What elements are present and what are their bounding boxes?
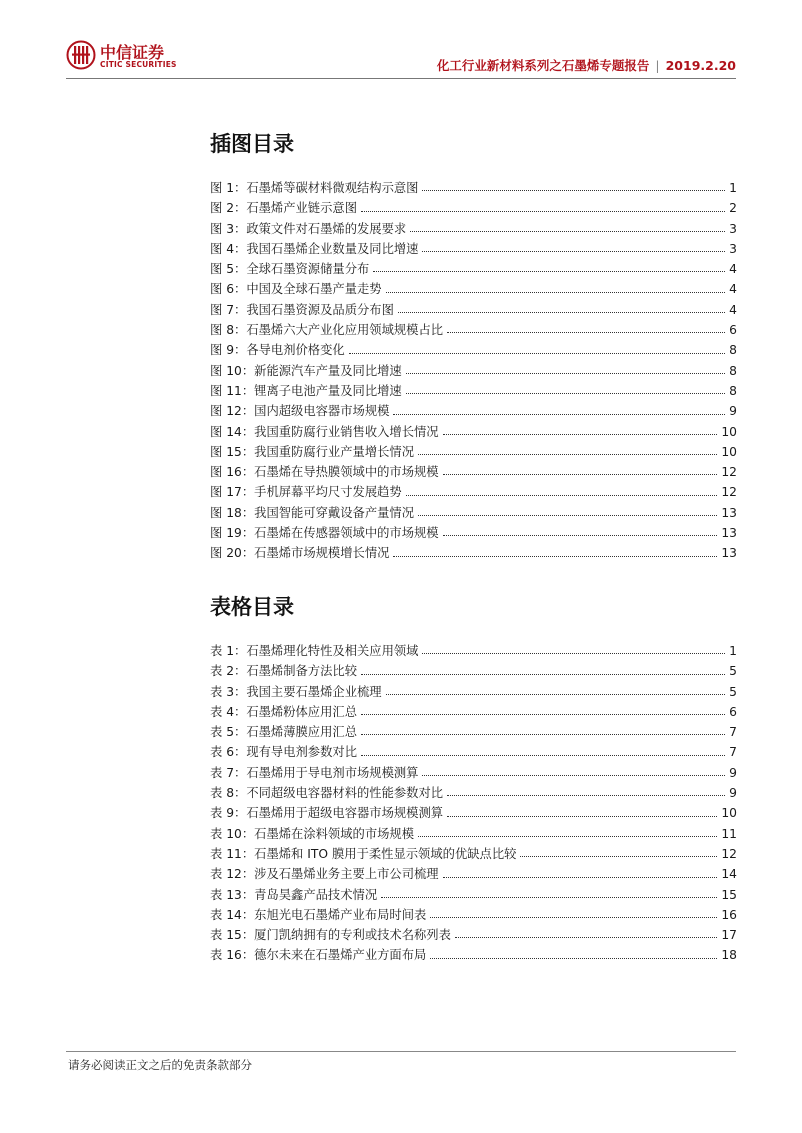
toc-entry[interactable]: [210, 219, 737, 239]
citic-logo-icon: [66, 40, 96, 70]
toc-entry-page: 2: [729, 201, 737, 216]
title-separator: |: [655, 58, 660, 73]
toc-entry-label: 图 1：石墨烯等碳材料微观结构示意图: [210, 181, 419, 195]
toc-entry-label: 表 11：石墨烯和 ITO 膜用于柔性显示领域的优缺点比较: [210, 846, 517, 861]
toc-entry[interactable]: [210, 722, 737, 742]
toc-dot-leader: [418, 454, 717, 455]
toc-dot-leader: [361, 734, 725, 735]
toc-entry-page: 1: [729, 181, 737, 195]
toc-entry-page: 7: [729, 725, 737, 740]
toc-entry-page: 14: [721, 867, 737, 882]
toc-entry[interactable]: [210, 259, 737, 279]
toc-entry[interactable]: [210, 361, 737, 381]
toc-dot-leader: [386, 292, 726, 293]
toc-dot-leader: [422, 190, 725, 191]
toc-entry[interactable]: [210, 803, 737, 823]
toc-entry-label: 图 14：我国重防腐行业销售收入增长情况: [210, 424, 439, 439]
toc-entry[interactable]: [210, 320, 737, 340]
toc-entry[interactable]: [210, 864, 737, 884]
toc-dot-leader: [422, 775, 725, 776]
toc-entry[interactable]: [210, 702, 737, 722]
toc-dot-leader: [386, 694, 726, 695]
toc-entry-page: 16: [721, 907, 737, 922]
toc-entry[interactable]: [210, 523, 737, 543]
toc-entry[interactable]: [210, 239, 737, 259]
toc-entry[interactable]: [210, 763, 737, 783]
page-header: [66, 38, 736, 80]
toc-dot-leader: [373, 271, 725, 272]
toc-entry-label: 表 16：德尔未来在石墨烯产业方面布局: [210, 948, 427, 963]
toc-entry[interactable]: [210, 300, 737, 320]
toc-entry-label: 图 18：我国智能可穿戴设备产量情况: [210, 505, 415, 520]
toc-entry-page: 7: [729, 745, 737, 760]
figures-toc-title: 插图目录: [210, 132, 294, 156]
toc-dot-leader: [447, 332, 725, 333]
toc-dot-leader: [443, 877, 718, 878]
toc-dot-leader: [520, 856, 717, 857]
toc-dot-leader: [406, 495, 718, 496]
toc-entry[interactable]: [210, 661, 737, 681]
toc-entry-page: 15: [721, 887, 737, 902]
toc-entry-page: 8: [729, 343, 737, 358]
toc-entry-page: 4: [729, 262, 737, 277]
toc-dot-leader: [430, 917, 717, 918]
toc-entry-page: 13: [721, 505, 737, 520]
toc-entry[interactable]: [210, 279, 737, 299]
toc-entry-label: 图 5：全球石墨资源储量分布: [210, 262, 370, 277]
toc-entry-label: 表 12：涉及石墨烯业务主要上市公司梳理: [210, 867, 439, 882]
tables-toc-title: 表格目录: [210, 595, 294, 619]
toc-entry-page: 9: [729, 765, 737, 780]
toc-entry-page: 12: [721, 485, 737, 500]
toc-dot-leader: [406, 373, 725, 374]
toc-entry-page: 5: [729, 684, 737, 699]
toc-entry-label: 图 11：锂离子电池产量及同比增速: [210, 383, 402, 398]
toc-dot-leader: [361, 714, 725, 715]
toc-entry-label: 图 2：石墨烯产业链示意图: [210, 201, 357, 216]
toc-entry-page: 13: [721, 546, 737, 561]
toc-dot-leader: [393, 556, 717, 557]
toc-dot-leader: [443, 535, 718, 536]
toc-entry[interactable]: [210, 543, 737, 563]
toc-entry-label: 图 15：我国重防腐行业产量增长情况: [210, 444, 415, 459]
toc-entry-label: 图 4：我国石墨烯企业数量及同比增速: [210, 241, 419, 256]
toc-entry-page: 6: [729, 323, 737, 338]
tables-toc-list: [210, 641, 737, 966]
toc-dot-leader: [418, 515, 717, 516]
toc-entry-page: 9: [729, 404, 737, 419]
toc-dot-leader: [422, 653, 725, 654]
toc-entry-label: 图 19：石墨烯在传感器领域中的市场规模: [210, 526, 439, 541]
toc-entry-label: 表 7：石墨烯用于导电剂市场规模测算: [210, 765, 419, 780]
toc-entry-page: 13: [721, 526, 737, 541]
footer-disclaimer: 请务必阅读正文之后的免责条款部分: [68, 1058, 252, 1072]
toc-entry-page: 8: [729, 363, 737, 378]
toc-entry[interactable]: [210, 198, 737, 218]
toc-dot-leader: [361, 211, 725, 212]
citic-logo: [66, 38, 196, 78]
toc-dot-leader: [443, 474, 718, 475]
toc-dot-leader: [455, 937, 717, 938]
toc-dot-leader: [349, 353, 725, 354]
toc-entry-page: 10: [721, 424, 737, 439]
report-title: 化工行业新材料系列之石墨烯专题报告: [436, 58, 650, 73]
toc-entry[interactable]: [210, 641, 737, 661]
toc-entry[interactable]: [210, 844, 737, 864]
toc-entry-label: 图 16：石墨烯在导热膜领域中的市场规模: [210, 465, 439, 480]
toc-entry[interactable]: [210, 503, 737, 523]
toc-entry[interactable]: [210, 462, 737, 482]
toc-entry-label: 图 10：新能源汽车产量及同比增速: [210, 363, 402, 378]
report-date: 2019.2.20: [665, 58, 736, 73]
toc-dot-leader: [447, 795, 725, 796]
toc-entry-label: 表 8：不同超级电容器材料的性能参数对比: [210, 786, 444, 801]
toc-entry-label: 表 5：石墨烯薄膜应用汇总: [210, 725, 357, 740]
toc-entry-label: 图 8：石墨烯六大产业化应用领域规模占比: [210, 323, 444, 338]
toc-entry[interactable]: [210, 178, 737, 198]
toc-entry-label: 图 20：石墨烯市场规模增长情况: [210, 546, 390, 561]
toc-entry[interactable]: [210, 442, 737, 462]
toc-entry[interactable]: [210, 925, 737, 945]
toc-entry-label: 表 9：石墨烯用于超级电容器市场规模测算: [210, 806, 444, 821]
toc-entry-page: 12: [721, 465, 737, 480]
toc-dot-leader: [381, 897, 717, 898]
toc-entry-label: 表 10：石墨烯在涂料领域的市场规模: [210, 826, 415, 841]
toc-dot-leader: [398, 312, 725, 313]
toc-entry-label: 表 4：石墨烯粉体应用汇总: [210, 704, 357, 719]
toc-entry-label: 图 6：中国及全球石墨产量走势: [210, 282, 382, 297]
toc-dot-leader: [418, 836, 717, 837]
toc-entry-page: 5: [729, 664, 737, 679]
toc-entry-label: 表 15：厦门凯纳拥有的专利或技术名称列表: [210, 928, 451, 943]
toc-entry-page: 8: [729, 383, 737, 398]
toc-entry-page: 9: [729, 786, 737, 801]
toc-entry[interactable]: [210, 783, 737, 803]
toc-dot-leader: [410, 231, 725, 232]
toc-entry-label: 表 14：东旭光电石墨烯产业布局时间表: [210, 907, 427, 922]
footer-divider: [66, 1051, 736, 1052]
toc-entry-page: 4: [729, 302, 737, 317]
toc-entry-page: 17: [721, 928, 737, 943]
toc-entry[interactable]: [210, 945, 737, 965]
toc-entry-page: 1: [729, 644, 737, 658]
logo-english-name: CITIC SECURITIES: [100, 60, 177, 69]
toc-dot-leader: [406, 393, 725, 394]
figures-toc-list: [210, 178, 737, 564]
toc-entry-label: 表 3：我国主要石墨烯企业梳理: [210, 684, 382, 699]
toc-dot-leader: [361, 674, 725, 675]
toc-entry-label: 图 9：各导电剂价格变化: [210, 343, 345, 358]
toc-entry-label: 图 17：手机屏幕平均尺寸发展趋势: [210, 485, 402, 500]
toc-entry-page: 3: [729, 221, 737, 236]
toc-dot-leader: [393, 414, 725, 415]
toc-entry-label: 表 1：石墨烯理化特性及相关应用领域: [210, 644, 419, 658]
logo-chinese-name: 中信证券: [100, 43, 165, 62]
toc-entry[interactable]: [210, 682, 737, 702]
toc-entry[interactable]: [210, 824, 737, 844]
toc-entry-page: 6: [729, 704, 737, 719]
toc-entry-page: 11: [721, 826, 737, 841]
toc-entry-page: 3: [729, 241, 737, 256]
toc-entry-page: 10: [721, 444, 737, 459]
toc-entry-label: 表 6：现有导电剂参数对比: [210, 745, 357, 760]
toc-entry-page: 18: [721, 948, 737, 963]
toc-dot-leader: [430, 958, 717, 959]
toc-entry[interactable]: [210, 742, 737, 762]
toc-entry-page: 12: [721, 846, 737, 861]
toc-dot-leader: [447, 816, 717, 817]
toc-entry-label: 表 13：青岛昊鑫产品技术情况: [210, 887, 378, 902]
report-title-line: [437, 56, 736, 74]
toc-entry-label: 表 2：石墨烯制备方法比较: [210, 664, 357, 679]
toc-dot-leader: [443, 434, 718, 435]
toc-entry-label: 图 7：我国石墨资源及品质分布图: [210, 302, 394, 317]
toc-entry[interactable]: [210, 381, 737, 401]
toc-entry[interactable]: [210, 422, 737, 442]
toc-entry[interactable]: [210, 482, 737, 502]
toc-entry-label: 图 12：国内超级电容器市场规模: [210, 404, 390, 419]
toc-entry-page: 10: [721, 806, 737, 821]
toc-entry-label: 图 3：政策文件对石墨烯的发展要求: [210, 221, 407, 236]
toc-entry[interactable]: [210, 905, 737, 925]
toc-dot-leader: [361, 755, 725, 756]
header-divider: [66, 78, 736, 79]
toc-entry[interactable]: [210, 401, 737, 421]
toc-entry[interactable]: [210, 340, 737, 360]
toc-dot-leader: [422, 251, 725, 252]
toc-entry[interactable]: [210, 885, 737, 905]
toc-entry-page: 4: [729, 282, 737, 297]
